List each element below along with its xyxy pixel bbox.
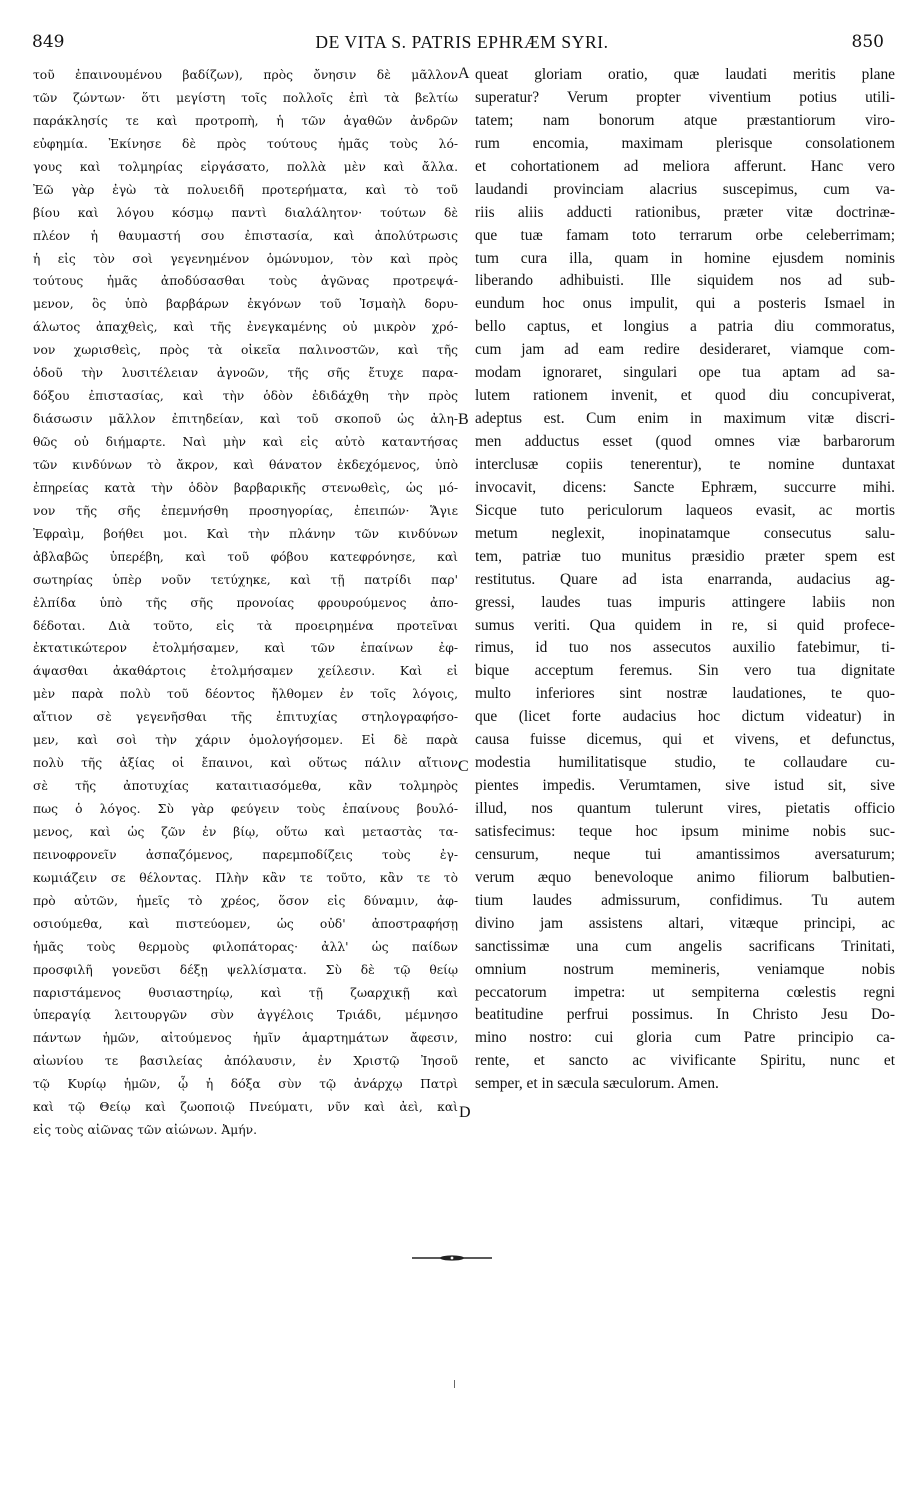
greek-text-line: Ἐῶ γὰρ ἐγὼ τὰ πολυειδῆ προτερήματα, καὶ τὸ τοῦ: [33, 182, 458, 197]
latin-text-line: bello captus, et longius a patria diu commoratus,: [475, 318, 895, 336]
latin-text-line: omnium nostrum memineris, veniamque nobis: [475, 960, 895, 978]
end-ornament: [412, 1254, 492, 1262]
latin-text-line: rum encomia, maximam plerisque consolationem: [475, 134, 895, 152]
latin-text-line: riis aliis adducti rationibus, præter vitæ doctrinæ-: [475, 203, 895, 221]
latin-text-line: tatem; nam bonorum atque præstantiorum viro-: [475, 111, 895, 129]
greek-text-line: αἰωνίου τε βασιλείας ἀπόλαυσιν, ἐν Χριστῷ Ἰησοῦ: [33, 1054, 458, 1069]
greek-text-line: παριστάμενος θυσιαστηρίῳ, καὶ τῇ ζωαρχικῇ καὶ: [33, 985, 458, 1000]
greek-text-column: [33, 64, 458, 1142]
latin-text-line: eundum hoc onus impulit, qui a posteris Ismael in: [475, 295, 895, 313]
greek-text-line: παράκλησίς τε καὶ προτροπὴ, ἡ τῶν ἀγαθῶν ἀνδρῶν: [33, 113, 458, 128]
greek-text-line: δόξου ἐπιστασίας, καὶ τὴν ὁδὸν ἐδιδάχθη τὴν πρὸς: [33, 389, 458, 404]
greek-text-line: διάσωσιν μᾶλλον ἐπιτηδείαν, καὶ τοῦ σκοποῦ ὡς ἀλη-: [33, 412, 458, 427]
greek-text-line: μεν, καὶ σοὶ τὴν χάριν ὁμολογήσομεν. Εἰ δὲ παρὰ: [33, 733, 458, 748]
greek-text-line: τοῦ ἐπαινουμένου βαδίζων), πρὸς ὄνησιν δὲ μᾶλλον: [33, 68, 458, 82]
latin-text-line: tum cura illa, quam in homine ejusdem nominis: [475, 249, 895, 267]
greek-text-line: πολὺ τῆς ἀξίας οἱ ἔπαινοι, καὶ οὕτως πάλιν αἴτιον: [33, 756, 458, 771]
greek-text-line: γους καὶ τολμηρίας εἰργάσατο, πολλὰ μὲν καὶ ἄλλα.: [33, 159, 458, 174]
latin-text-line: modam ignoraret, singulari ope tua aptam ad sa-: [475, 364, 895, 382]
greek-text-line: Ἐφραὶμ, βοήθει μοι. Καὶ τὴν πλάνην τῶν κινδύνων: [33, 526, 458, 541]
greek-text-line: άψασθαι ἀκαθάρτοις ἐτολμήσαμεν χείλεσιν. Καὶ εἰ: [33, 664, 458, 679]
greek-text-line: θῶς οὐ διήμαρτε. Ναὶ μὴν καὶ εἰς αὐτὸ καταντήσας: [33, 435, 458, 449]
latin-text-line: laudandi provinciam alacrius suscepimus, cum va-: [475, 180, 895, 198]
latin-text-line: bique acceptum feremus. Sin vero tua dignitate: [475, 662, 895, 680]
latin-text-line: tium laudes admissurum, confidimus. Tu autem: [475, 891, 895, 909]
greek-text-line: πλέον ἡ θαυμαστή σου ἐπιστασία, καὶ ἀπολύτρωσις: [33, 228, 458, 243]
latin-text-line: pientes impedis. Verumtamen, sive istud sit, sive: [475, 777, 895, 795]
greek-text-line: αἴτιον σὲ γεγενῆσθαι τῆς ἐπιτυχίας στηλογραφήσο-: [33, 710, 458, 725]
greek-text-line: ὁδοῦ τὴν λυσιτέλειαν ἀγνοῶν, τῆς σῆς ἔτυχε παρα-: [33, 366, 458, 381]
latin-text-line: interclusæ copiis tenerentur), te nomine duntaxat: [475, 455, 895, 473]
latin-text-line: beatitudine perfrui possimus. In Christo Jesu Do-: [475, 1006, 895, 1024]
latin-text-line: que tuæ famam toto terrarum orbe celeberrimam;: [475, 226, 895, 244]
latin-text-line: tem, patriæ tuo munitus præsidio præter spem est: [475, 547, 895, 565]
latin-text-line: satisfecimus: teque hoc ipsum minime nobis suc-: [475, 822, 895, 840]
latin-text-column: [475, 64, 895, 1096]
latin-text-line: censurum, neque tui amantissimos aversaturum;: [475, 845, 895, 863]
latin-text-line: metum neglexit, inopinatamque consecutus salu-: [475, 524, 895, 542]
greek-text-line: κωμιάζειν σε θέλοντας. Πλὴν κἂν τε τοῦτο, κἂν τε τὸ: [33, 870, 458, 885]
margin-marker-b: B: [458, 411, 469, 428]
greek-text-line: νον χωρισθεὶς, πρὸς τὰ οἰκεῖα παλινοστῶν, καὶ τῆς: [33, 343, 458, 358]
page-number-left: 849: [32, 32, 65, 52]
greek-text-line: τῶν ζώντων· ὅτι μεγίστη τοῖς πολλοῖς ἐπὶ τὰ βελτίω: [33, 90, 458, 105]
latin-text-line: rente, et sancto ac vivificante Spiritu, nunc et: [475, 1052, 895, 1070]
latin-text-line: et cohortationem ad meliora afferunt. Hanc vero: [475, 157, 895, 175]
greek-text-line: μενον, ὃς ὑπὸ βαρβάρων ἐκγόνων τοῦ Ἰσμαὴλ δορυ-: [33, 297, 458, 312]
greek-text-line: ὑπεραγίᾳ λειτουργῶν σὺν ἀγγέλοις Τριάδι, μέμνησο: [33, 1008, 458, 1023]
latin-text-line: mino nostro: cui gloria cum Patre principio ca-: [475, 1029, 895, 1047]
greek-text-line: τῶν κινδύνων τὸ ἄκρον, καὶ θάνατον ἐκδεχόμενος, ὑπὸ: [33, 457, 458, 472]
latin-text-line: multo inferiores sint nostræ laudationes, te quo-: [475, 685, 895, 703]
latin-text-line: cum jam ad eam redire desideraret, viamque com-: [475, 341, 895, 359]
greek-text-line: ἐπηρείας κατὰ τὴν ὁδὸν βαρβαρικῆς στενωθεὶς, ὡς μό-: [33, 480, 458, 495]
latin-text-line: restitutus. Quare ad ista enarranda, audacius ag-: [475, 570, 895, 588]
latin-text-line: rimus, id tuo nos assecutos auxilio fatebimur, ti-: [475, 639, 895, 657]
greek-text-line: πάντων ἡμῶν, αἰτούμενος ἡμῖν ἁμαρτημάτων ἄφεσιν,: [33, 1031, 458, 1046]
greek-text-line: ἡμᾶς τοὺς θερμοὺς φιλοπάτορας· ἀλλ' ὡς παίδων: [33, 939, 458, 954]
latin-text-line: semper, et in sæcula sæculorum. Amen.: [475, 1075, 719, 1093]
greek-text-line: καὶ τῷ Θείῳ καὶ ζωοποιῷ Πνεύματι, νῦν καὶ ἀεὶ, καὶ: [33, 1100, 458, 1115]
greek-text-line: εὐφημία. Ἐκίνησε δὲ πρὸς τούτους ἡμᾶς τοὺς λό-: [33, 136, 458, 151]
greek-text-line: ἀβλαβῶς ὑπερέβη, καὶ τοῦ φόβου κατεφρόνησε, καὶ: [33, 549, 458, 564]
latin-text-line: illud, nos quantum tulerunt vires, pietatis officio: [475, 800, 895, 817]
margin-marker-d: D: [459, 1104, 471, 1121]
page-number-right: 850: [851, 32, 884, 52]
latin-text-line: lutem rationem invenit, et quod diu concupiverat,: [475, 387, 895, 405]
latin-text-line: gressi, laudes tuas impuris attingere labiis non: [475, 593, 895, 611]
greek-text-line: πεινοφρονεῖν ἀσπαζόμενος, παρεμποδίζεις τοὺς ἐγ-: [33, 847, 458, 862]
latin-text-line: verum æquo benevoloque animo filiorum balbutien-: [475, 868, 895, 886]
latin-text-line: divino jam assistens altari, vitæque principi, ac: [475, 914, 895, 932]
greek-text-line: ἡ εἰς τὸν σοὶ γεγενημένον ὁμώνυμον, τὸν καὶ πρὸς: [33, 251, 458, 266]
latin-text-line: que (licet forte audacius hoc dictum videatur) in: [475, 708, 895, 726]
greek-text-line: μενος, καὶ ὡς ζῶν ἐν βίῳ, οὕτω καὶ μεταστὰς τα-: [33, 824, 458, 839]
greek-text-line: σωτηρίας ὑπὲρ νοῦν τετύχηκε, καὶ τῇ πατρίδι παρ': [33, 572, 458, 587]
latin-text-line: men adductus esset (quod omnes viæ barbarorum: [475, 433, 895, 450]
running-title: DE VITA S. PATRIS EPHRÆM SYRI.: [315, 32, 609, 52]
latin-text-line: queat gloriam oratio, quæ laudati meritis plane: [475, 66, 895, 83]
latin-text-line: causa fuisse dicemus, qui et vivens, et defunctus,: [475, 731, 895, 749]
latin-text-line: liberando adhibuisti. Ille siquidem nos ad sub-: [475, 272, 895, 290]
latin-text-line: superatur? Verum propter viventium potius utili-: [475, 88, 895, 106]
latin-text-line: Sicque tuto periculorum laqueos evasit, ac mortis: [475, 501, 895, 519]
greek-text-line: τῷ Κυρίῳ ἡμῶν, ᾧ ἡ δόξα σὺν τῷ ἀνάρχῳ Πατρὶ: [33, 1077, 458, 1092]
greek-text-line: ἐλπίδα ὑπὸ τῆς σῆς προνοίας φρουρούμενος ἀπο-: [33, 595, 458, 610]
greek-text-line: πως ὁ λόγος. Σὺ γὰρ φεύγειν τοὺς ἐπαίνους βουλό-: [33, 802, 458, 816]
latin-text-line: invocavit, dicens: Sancte Ephræm, succurre mihi.: [475, 478, 895, 496]
greek-text-line: οσιούμεθα, καὶ πιστεύομεν, ὡς οὐδ' ἀποστραφήσῃ: [33, 916, 458, 931]
greek-text-line: τούτους ἡμᾶς ἀποδύσασθαι τοὺς ἀγῶνας προτρεψά-: [33, 274, 458, 289]
greek-text-line: ἐκτατικώτερον ἐτολμήσαμεν, καὶ τῶν ἐπαίνων ἐφ-: [33, 641, 458, 656]
greek-text-line: νον τῆς σῆς ἐπεμνήσθη προσηγορίας, ἐπειπών· Ἅγιε: [33, 503, 458, 518]
print-speck: [454, 1380, 455, 1388]
greek-text-line: άλωτος ἀπαχθεὶς, καὶ τῆς ἐνεγκαμένης οὐ μικρὸν χρό-: [33, 320, 458, 335]
greek-text-line: βίου καὶ λόγου κόσμῳ παντὶ διαλάλητον· τούτων δὲ: [33, 205, 458, 220]
greek-text-line: προσφιλῆ γονεῦσι δέξῃ ψελλίσματα. Σὺ δὲ τῷ θείῳ: [33, 962, 458, 977]
greek-text-line: μὲν παρὰ πολὺ τοῦ δέοντος ἤλθομεν ἐν τοῖς λόγοις,: [33, 687, 458, 702]
greek-text-line: δέδοται. Διὰ τοῦτο, εἰς τὰ προειρημένα προτεῖναι: [33, 618, 458, 633]
margin-marker-a: A: [458, 65, 470, 82]
running-header: [0, 30, 924, 56]
latin-text-line: peccatorum impetra: ut sempiterna cœlestis regni: [475, 983, 895, 1001]
latin-text-line: adeptus est. Cum enim in maximum vitæ discri-: [475, 410, 895, 428]
latin-text-line: sanctissimæ una cum angelis sacrificans Trinitati,: [475, 937, 895, 955]
greek-text-line: σὲ τῆς ἀποτυχίας καταιτιασόμεθα, κἂν τολμηρὸς: [33, 779, 458, 794]
latin-text-line: modestia humilitatisque studio, te collaudare cu-: [475, 754, 895, 772]
margin-marker-c: C: [458, 758, 469, 775]
greek-text-line: πρὸ αὐτῶν, ἡμεῖς τὸ χρέος, ὅσον εἰς δύναμιν, ἀφ-: [33, 893, 458, 908]
latin-text-line: sumus veriti. Qua quidem in re, si quid profece-: [475, 616, 895, 634]
greek-text-line: εἰς τοὺς αἰῶνας τῶν αἰώνων. Ἀμήν.: [33, 1123, 257, 1138]
